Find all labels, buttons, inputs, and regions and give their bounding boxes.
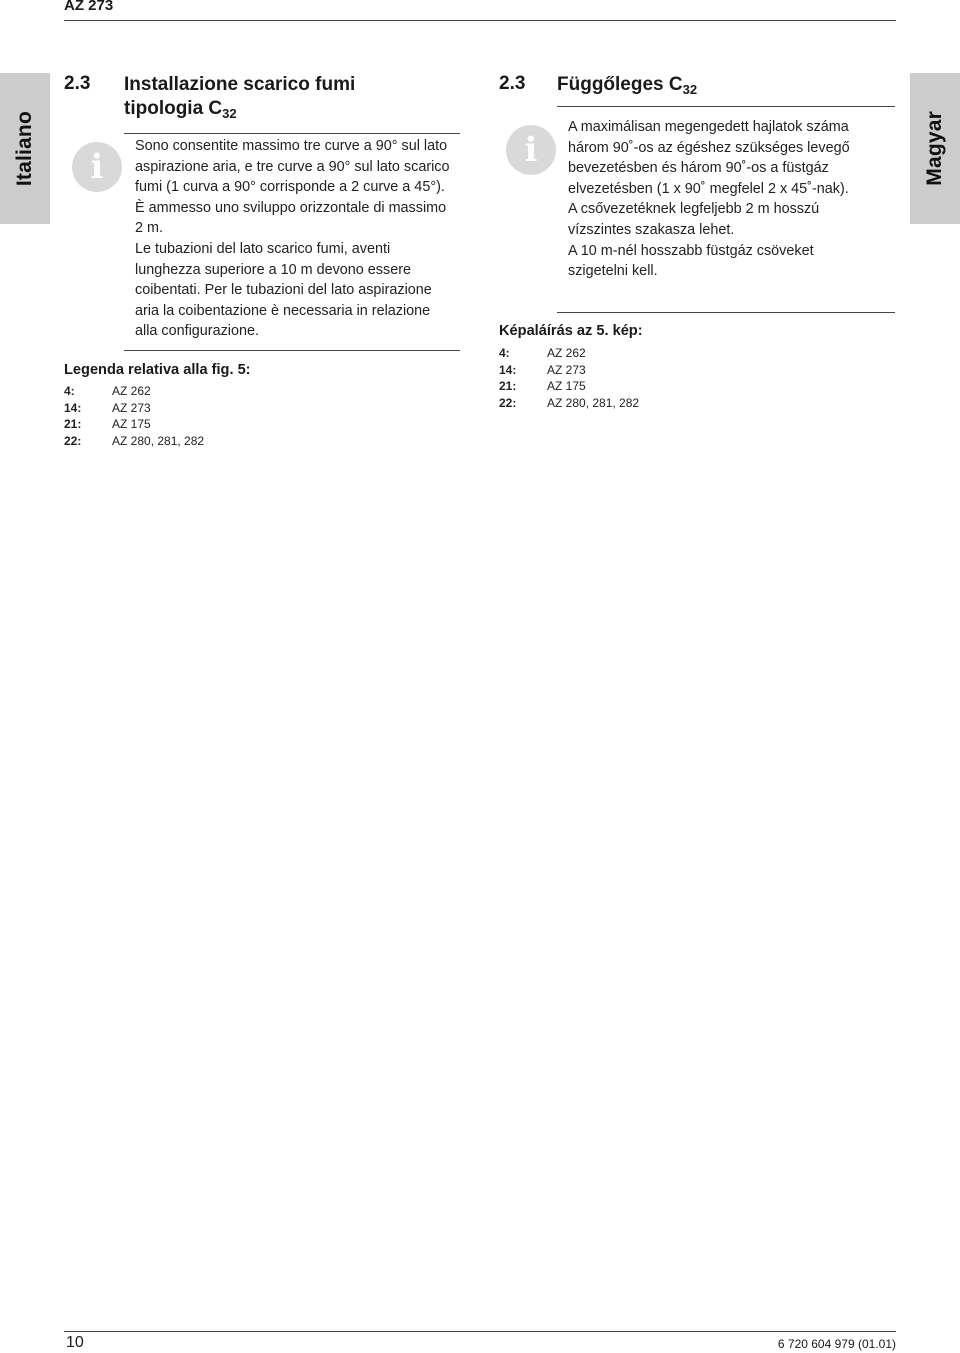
legend-value: AZ 280, 281, 282	[547, 395, 640, 410]
legend-value: AZ 273	[547, 362, 586, 377]
legend-key: 14:	[64, 400, 82, 415]
legend-value: AZ 262	[112, 384, 151, 398]
notice-paragraph: A maximálisan megengedett hajlatok száma három 90˚-os az égéshez szükséges levegő bevezetésben és három 90˚-os a füstgáz elvezetésben (1 x 90˚ megfelel 2 x 45˚-nak).	[568, 119, 850, 197]
header-rule	[64, 20, 896, 21]
legend-item	[499, 345, 639, 362]
legend-item	[499, 362, 639, 379]
notice-paragraph: Le tubazioni del lato scarico fumi, aventi lunghezza superiore a 10 m devono essere coibentati. Per le tubazioni del lato aspirazione aria la coibentazione è necessaria in relazione alla configurazione.	[135, 240, 432, 340]
legend-key: 21:	[499, 379, 517, 394]
legend-value: AZ 280, 281, 282	[112, 433, 205, 448]
notice-rule	[557, 312, 895, 313]
title-text: tipologia C	[124, 98, 223, 119]
legend-item	[64, 383, 204, 400]
notice-paragraph: A csővezetéknek legfeljebb 2 m hosszú vízszintes szakasza lehet.	[568, 201, 820, 238]
legend-key: 4:	[499, 346, 510, 360]
legend-item	[64, 400, 204, 417]
title-subscript: 32	[682, 82, 698, 97]
notice-text	[568, 117, 868, 282]
legend-list	[499, 345, 639, 411]
legend-item	[499, 395, 639, 412]
language-tab-label: Magyar	[923, 111, 946, 186]
notice-paragraph: A 10 m-nél hosszabb füstgáz csöveket szigetelni kell.	[568, 242, 814, 280]
info-icon: i	[506, 125, 556, 175]
legend-key: 4:	[64, 384, 75, 398]
legend-title: Legenda relativa alla fig. 5:	[64, 362, 251, 378]
legend-value: AZ 273	[112, 400, 151, 415]
language-tab-magyar	[910, 73, 960, 224]
document-code: 6 720 604 979 (01.01)	[777, 1337, 896, 1351]
header-title: AZ 273	[64, 0, 114, 14]
title-text: Függőleges C	[557, 74, 683, 95]
legend-value: AZ 175	[112, 417, 151, 432]
title-subscript: 32	[222, 106, 237, 121]
footer-rule	[64, 1331, 896, 1332]
info-icon: i	[72, 142, 122, 192]
legend-key: 22:	[499, 395, 517, 410]
section-number: 2.3	[499, 73, 526, 94]
notice-text	[135, 136, 453, 342]
section-rule	[124, 133, 460, 134]
legend-item	[64, 416, 204, 433]
legend-key: 21:	[64, 417, 82, 432]
section-title-line: Installazione scarico fumi	[124, 74, 356, 95]
notice-paragraph: Sono consentite massimo tre curve a 90° sul lato aspirazione aria, e tre curve a 90° sul lato scarico fumi (1 curva a 90° corrisponde a 2 curve a 45°). È ammesso uno sviluppo orizzontale di massimo 2 m.	[135, 138, 450, 237]
legend-key: 14:	[499, 362, 517, 377]
section-title	[557, 73, 697, 102]
legend-list	[64, 383, 204, 449]
section-title	[124, 73, 355, 126]
legend-value: AZ 175	[547, 379, 586, 394]
section-title-line	[124, 97, 355, 126]
language-tab-label: Italiano	[13, 110, 36, 187]
notice-rule	[124, 350, 460, 351]
legend-title: Képaláírás az 5. kép:	[499, 323, 643, 339]
language-tab-italiano	[0, 73, 50, 224]
section-number: 2.3	[64, 73, 91, 94]
section-rule	[557, 106, 895, 107]
legend-value: AZ 262	[547, 346, 586, 360]
legend-item	[499, 378, 639, 395]
legend-item	[64, 433, 204, 450]
page-number: 10	[66, 1334, 84, 1351]
legend-key: 22:	[64, 433, 82, 448]
